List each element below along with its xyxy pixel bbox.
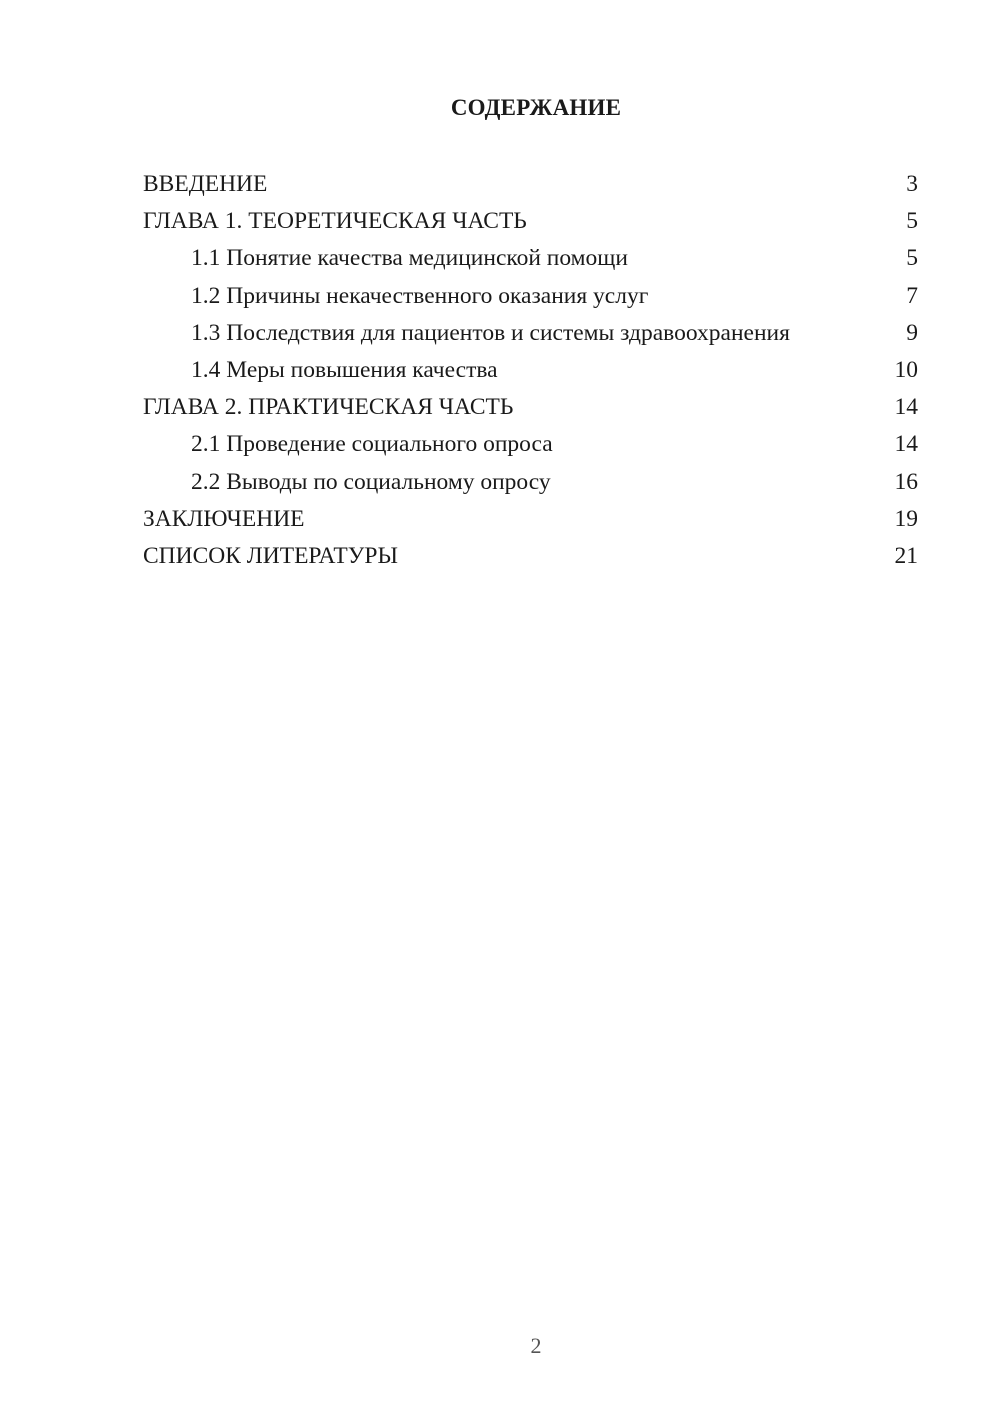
toc-entry-section-1-2[interactable] bbox=[143, 278, 918, 315]
toc-entry-page: 9 bbox=[906, 319, 918, 346]
toc-entry-conclusion[interactable] bbox=[143, 501, 918, 538]
toc-entry-label: ГЛАВА 1. ТЕОРЕТИЧЕСКАЯ ЧАСТЬ bbox=[143, 208, 527, 235]
toc-entry-label: ГЛАВА 2. ПРАКТИЧЕСКАЯ ЧАСТЬ bbox=[143, 394, 514, 421]
page-title: СОДЕРЖАНИЕ bbox=[450, 95, 622, 120]
toc-entry-page: 5 bbox=[906, 245, 918, 272]
toc-entry-label: 2.2 Выводы по социальному опросу bbox=[191, 468, 551, 495]
toc-entry-introduction[interactable] bbox=[143, 166, 918, 203]
toc-entry-chapter-1[interactable] bbox=[143, 203, 918, 240]
toc-entry-chapter-2[interactable] bbox=[143, 389, 918, 426]
toc-entry-page: 3 bbox=[906, 171, 918, 197]
toc-entry-page: 7 bbox=[906, 282, 918, 309]
toc-entry-label: ЗАКЛЮЧЕНИЕ bbox=[143, 505, 305, 532]
toc-entry-section-1-4[interactable] bbox=[143, 352, 918, 389]
toc-entry-section-2-2[interactable] bbox=[143, 464, 918, 501]
toc-entry-references[interactable] bbox=[143, 538, 918, 575]
toc-entry-section-1-3[interactable] bbox=[143, 315, 918, 352]
toc-entry-page: 19 bbox=[894, 505, 918, 532]
toc-entry-page: 10 bbox=[894, 356, 918, 383]
toc-entry-label: ВВЕДЕНИЕ bbox=[143, 171, 268, 197]
toc-entry-page: 21 bbox=[894, 542, 918, 569]
toc-entry-page: 16 bbox=[894, 468, 918, 495]
toc-entry-label: 1.3 Последствия для пациентов и системы здравоохранения bbox=[191, 319, 790, 346]
toc-entry-section-1-1[interactable] bbox=[143, 240, 918, 277]
toc-entry-page: 14 bbox=[894, 394, 918, 421]
table-of-contents bbox=[143, 166, 918, 575]
toc-entry-label: 1.4 Меры повышения качества bbox=[191, 356, 498, 383]
toc-entry-label: СПИСОК ЛИТЕРАТУРЫ bbox=[143, 542, 398, 569]
toc-entry-page: 14 bbox=[894, 431, 918, 458]
toc-entry-label: 1.1 Понятие качества медицинской помощи bbox=[191, 245, 628, 272]
page-number: 2 bbox=[530, 1333, 542, 1358]
toc-entry-page: 5 bbox=[906, 208, 918, 235]
toc-entry-label: 1.2 Причины некачественного оказания услуг bbox=[191, 282, 649, 309]
toc-entry-label: 2.1 Проведение социального опроса bbox=[191, 431, 553, 458]
toc-entry-section-2-1[interactable] bbox=[143, 426, 918, 463]
